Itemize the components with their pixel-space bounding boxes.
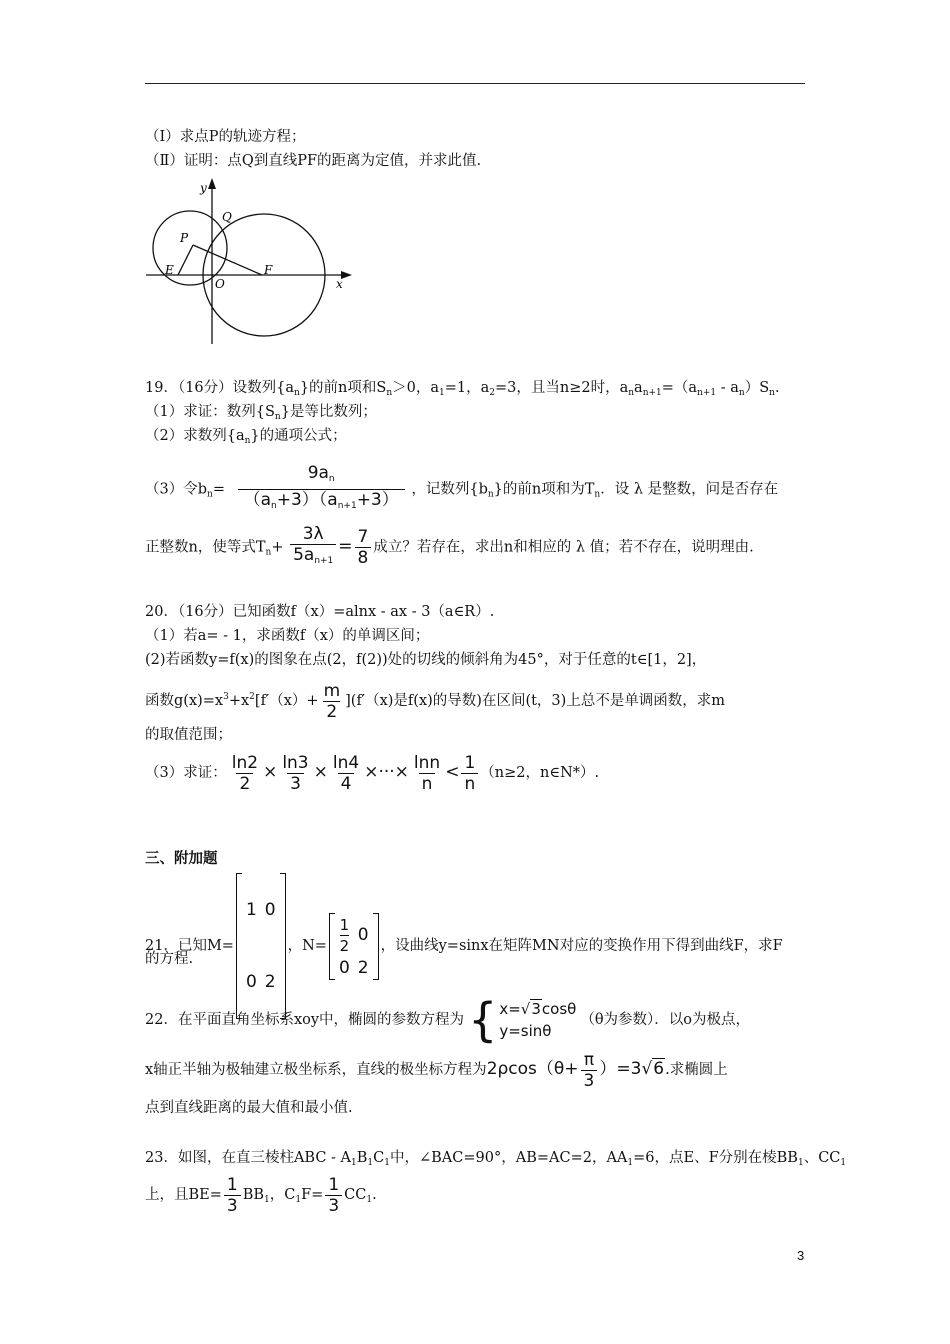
- p19-part3: （3）令$b_n=$ $\frac{9a_n}{(a_n+3)(a_{n+1}+3)}$ ，记数列$\{b_n\}$的前n项和为$T_n$．设 λ 是整数，问是否存在: [145, 463, 778, 517]
- fraction-m-half: $\frac{m}{2}$: [323, 680, 341, 722]
- label-p: P: [180, 231, 189, 245]
- fraction-lambda: $\frac{3\lambda}{5a_{n+1}}$: [290, 524, 336, 571]
- matrix-n: 1 2 0 0 2: [329, 913, 379, 980]
- p23-line2: 上，且BE= $\frac{1}{3}$ $BB_1$，$C_1F=$ $\frac{1}{3}$ $CC_1$.: [145, 1174, 377, 1216]
- p19-statement: 19．（16分）设数列$\{a_n\}$的前n项和$S_n>0$，$a_1=1$，$a_2=3$，且当n≥2时，$a_na_{n+1}=(a_{n+1} - a_n)S_n$.: [145, 380, 780, 398]
- header-rule: [145, 83, 805, 84]
- p19-part2: （2）求数列$\{a_n\}$的通项公式；: [145, 428, 347, 446]
- p22-line3: 点到直线距离的最大值和最小值.: [145, 1100, 353, 1116]
- p23-line1: 23．如图，在直三棱柱ABC - $A_1B_1C_1$中，∠BAC=90°，AB=AC=2，$AA_1=6$，点E、F分别在棱$BB_1$、$CC_1$: [145, 1150, 847, 1168]
- fraction-ln2: $\frac{\ln 2}{2}$: [231, 752, 259, 794]
- segment-pe: [178, 245, 193, 275]
- p20-part2: (2)若函数y=f(x)的图象在点(2，f(2))处的切线的倾斜角为45°，对于任意的t∈[1，2]，: [145, 652, 707, 668]
- label-f: F: [264, 263, 273, 277]
- fraction-bn: $\frac{9a_n}{(a_n+3)(a_{n+1}+3)}$: [238, 463, 405, 516]
- label-e: E: [165, 263, 174, 277]
- label-o: O: [215, 277, 225, 291]
- p20-statement: 20．（16分）已知函数f（x）=alnx - ax - 3（a∈R）.: [145, 604, 495, 620]
- p22-line2: x轴正半轴为极轴建立极坐标系，直线的极坐标方程为2ρcos（θ+ $\frac{\pi}{3}$ ）=3√6.求椭圆上: [145, 1049, 728, 1091]
- matrix-m: 1 0 0 2: [236, 873, 286, 1019]
- fraction-one-third-a: $\frac{1}{3}$: [224, 1175, 241, 1216]
- page-number: 3: [797, 1248, 805, 1263]
- section-title: 三、附加题: [145, 851, 218, 867]
- p18-part2: （Ⅱ）证明：点Q到直线PF的距离为定值，并求此值.: [145, 153, 482, 169]
- fraction-seven-eighths: $\frac{7}{8}$: [355, 527, 372, 568]
- fraction-lnn: $\frac{\ln n}{n}$: [413, 752, 441, 794]
- fraction-pi-third: $\frac{\pi}{3}$: [581, 1050, 598, 1091]
- label-y: y: [200, 181, 207, 195]
- p20-part2-cont: 函数$g(x)=x^3+x^2[f'(x)+$ $\frac{m}{2}$ ](f′（x)是f(x)的导数)在区间(t，3)上总不是单调函数，求m: [145, 680, 726, 722]
- p22-statement: 22．在平面直角坐标系xoy中，椭圆的参数方程为 { x=√3cosθ y=sinθ （θ为参数）．以o为极点，: [145, 993, 751, 1047]
- p18-part1: （Ⅰ）求点P的轨迹方程；: [145, 129, 306, 145]
- p20-part3: （3）求证： $\frac{\ln 2}{2}$ × $\frac{\ln 3}{3}$ × $\frac{\ln 4}{4}$ ×···× $\frac{\ln n}{n}$ < $\frac{1}{n}$ （n≥2，n∈N*）.: [145, 752, 600, 794]
- fraction-ln4: $\frac{\ln 4}{4}$: [332, 752, 360, 794]
- y-axis-arrow: [208, 178, 216, 189]
- p19-part3-cont: 正整数n，使等式$T_n+$ $\frac{3\lambda}{5a_{n+1}}$ = $\frac{7}{8}$ 成立？若存在，求出n和相应的 λ 值；若不存在，说明理由.: [145, 524, 754, 575]
- fraction-ln3: $\frac{\ln 3}{3}$: [282, 752, 309, 794]
- label-q: Q: [222, 210, 232, 224]
- p21-statement: 21．已知M= 1 0 0 2 ，N= 1 2 0 0 2 ，设曲线y=sinx在矩阵MN对应的变换作用下得到曲线F，求F: [145, 873, 783, 1019]
- p20-part1: （1）若a= - 1，求函数f（x）的单调区间；: [145, 628, 430, 644]
- fraction-one-over-n: $\frac{1}{n}$: [461, 753, 478, 794]
- p19-part1: （1）求证：数列$\{S_n\}$是等比数列；: [145, 404, 377, 422]
- p21-line2: 的方程.: [145, 951, 194, 967]
- fraction-one-third-b: $\frac{1}{3}$: [325, 1175, 342, 1216]
- label-x: x: [336, 277, 343, 291]
- circle-figure: [140, 178, 360, 348]
- p20-part2-end: 的取值范围；: [145, 727, 232, 743]
- parametric-system: { x=√3cosθ y=sinθ: [468, 993, 577, 1047]
